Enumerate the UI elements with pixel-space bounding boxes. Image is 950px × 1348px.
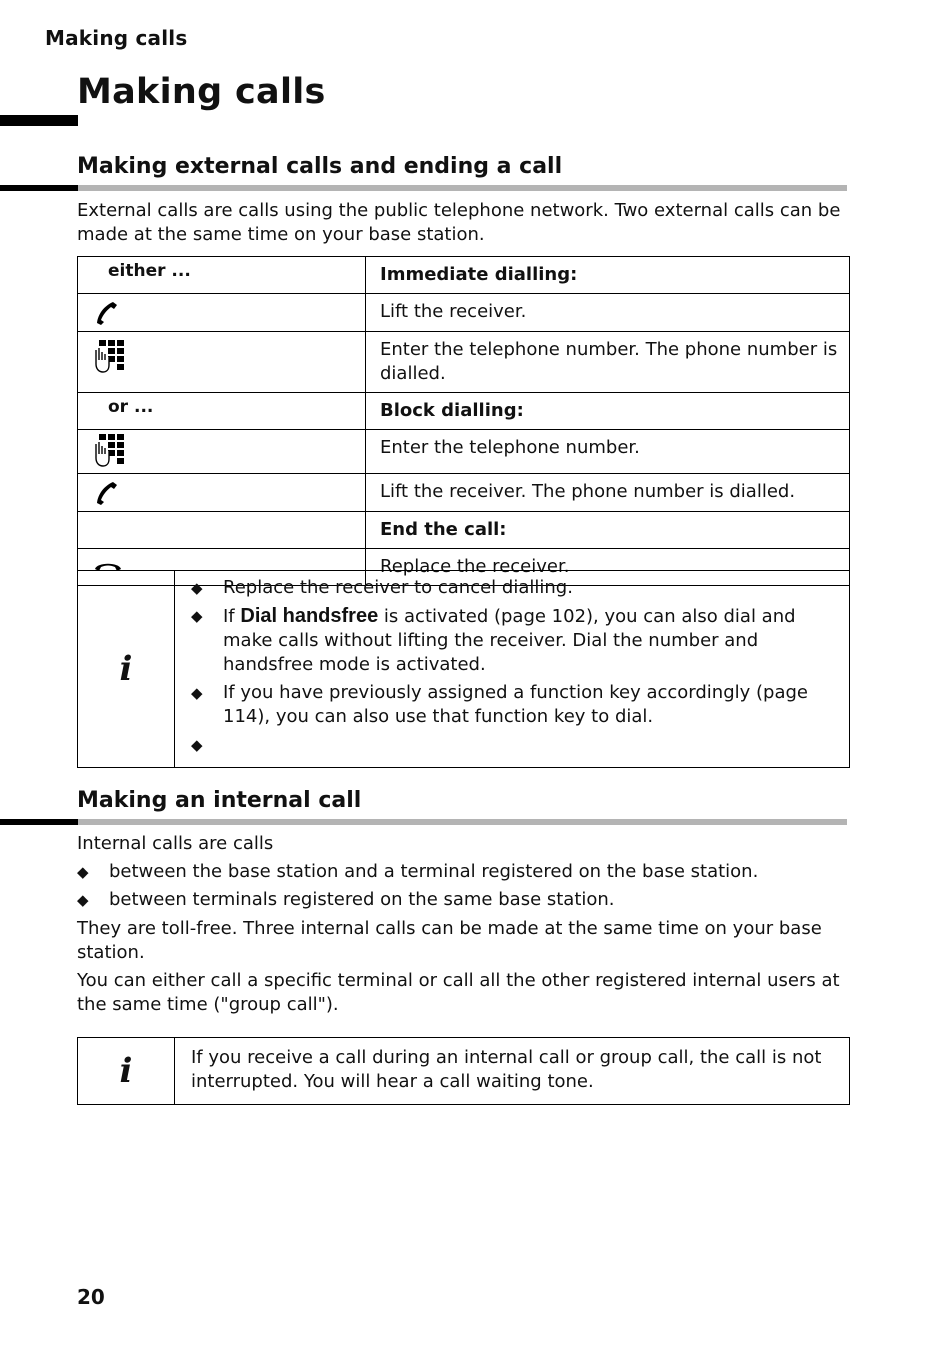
info-box-internal xyxy=(77,1037,850,1105)
list-item: ◆ between terminals registered on the same base station. xyxy=(77,889,615,910)
block-dialling-heading: Block dialling: xyxy=(366,393,850,430)
running-header: Making calls xyxy=(45,26,188,50)
lift-receiver-icon xyxy=(93,300,119,326)
internal-calls-intro: Internal calls are calls xyxy=(77,833,274,854)
table-row xyxy=(78,393,850,430)
immediate-dialling-heading: Immediate dialling: xyxy=(366,257,850,294)
section-rule-grey xyxy=(78,819,847,825)
diamond-bullet-icon: ◆ xyxy=(191,736,203,754)
diamond-bullet-icon: ◆ xyxy=(77,863,89,881)
dial-handsfree-keyword: Dial handsfree xyxy=(240,605,379,627)
list-item: ◆ between the base station and a terminal registered on the base station. xyxy=(77,861,759,882)
table-row xyxy=(78,474,850,512)
lift-receiver-icon xyxy=(93,480,119,506)
table-row xyxy=(78,430,850,474)
page-number: 20 xyxy=(77,1285,105,1309)
keypad-icon xyxy=(93,432,127,468)
table-row xyxy=(78,512,850,549)
internal-calls-list xyxy=(77,860,758,916)
list-item: ◆ If Dial handsfree is activated (page 102), you can also dial and make calls without lifting the receiver. Dial the number and handsfree mode is activated. xyxy=(191,605,796,675)
info-icon: i xyxy=(119,649,133,689)
group-call-paragraph: You can either call a specific terminal or call all the other registered internal users at the same time ("group call"). xyxy=(77,970,840,1015)
either-label: either ... xyxy=(108,261,191,281)
diamond-bullet-icon: ◆ xyxy=(77,891,89,909)
chapter-title-bar xyxy=(0,115,78,126)
table-row xyxy=(78,332,850,393)
end-call-heading: End the call: xyxy=(366,512,850,549)
step-desc: Lift the receiver. The phone number is dialled. xyxy=(366,474,850,512)
table-row xyxy=(78,257,850,294)
section-title-internal-call: Making an internal call xyxy=(77,788,362,813)
or-label: or ... xyxy=(108,397,154,417)
section-rule-grey xyxy=(78,185,847,191)
step-desc: Enter the telephone number. The phone number is dialled. xyxy=(366,332,850,393)
empty-key-label xyxy=(78,512,365,516)
step-desc: Replace the receiver. xyxy=(366,549,850,586)
steps-table xyxy=(77,256,850,586)
info-text: If you receive a call during an internal call or group call, the call is not interrupted. You will hear a call waiting tone. xyxy=(191,1047,822,1092)
step-desc: Lift the receiver. xyxy=(366,294,850,332)
info-box-external xyxy=(77,570,850,768)
toll-free-paragraph: They are toll-free. Three internal calls can be made at the same time on your base station. xyxy=(77,918,822,963)
list-item: ◆ If you have previously assigned a function key accordingly (page 114), you can also use that function key to dial. xyxy=(191,682,808,727)
external-calls-intro: External calls are calls using the public telephone network. Two external calls can be made at the same time on your base station. xyxy=(77,200,841,245)
keypad-icon xyxy=(93,338,127,374)
info-icon: i xyxy=(119,1051,133,1091)
table-row xyxy=(78,294,850,332)
step-desc: Enter the telephone number. xyxy=(366,430,850,474)
section-title-external-calls: Making external calls and ending a call xyxy=(77,154,563,179)
list-item: ◆ Replace the receiver to cancel dialling. xyxy=(191,577,573,598)
diamond-bullet-icon: ◆ xyxy=(191,607,203,625)
section-rule-dark xyxy=(0,819,78,825)
chapter-title: Making calls xyxy=(77,72,326,112)
diamond-bullet-icon: ◆ xyxy=(191,684,203,702)
diamond-bullet-icon: ◆ xyxy=(191,579,203,597)
section-rule-dark xyxy=(0,185,78,191)
